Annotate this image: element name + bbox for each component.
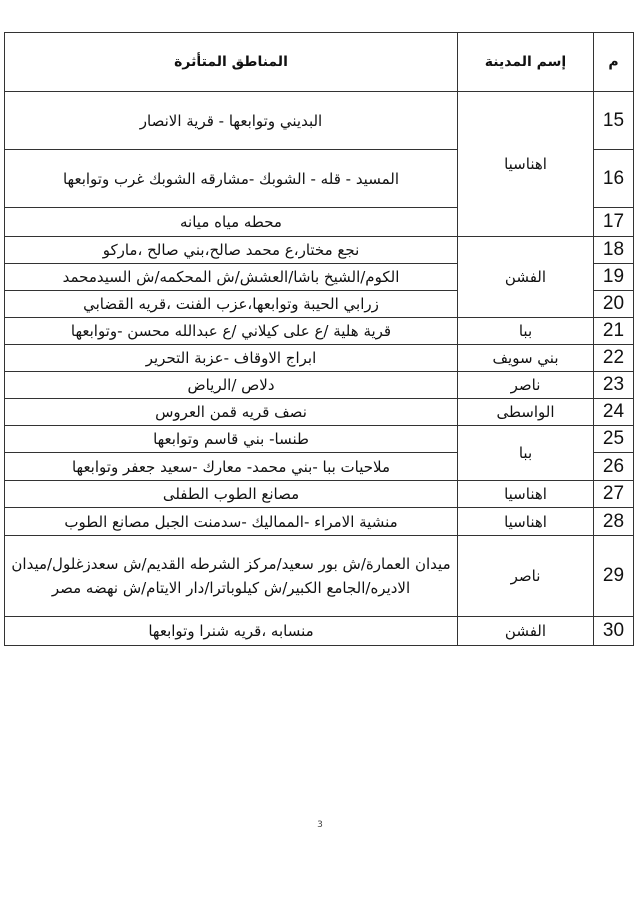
row-city: اهناسيا: [458, 508, 594, 536]
row-areas: منشية الامراء -المماليك -سدمنت الجبل مصانع الطوب: [5, 508, 458, 536]
row-number: 22: [594, 345, 634, 372]
table-row: [5, 617, 634, 646]
table-row: [5, 399, 634, 426]
row-areas: الكوم/الشيخ باشا/العشش/ش المحكمه/ش السيدمحمد: [5, 264, 458, 291]
row-number: 29: [594, 536, 634, 617]
row-number: 21: [594, 318, 634, 345]
table-row: [5, 92, 634, 150]
row-city: ببا: [458, 318, 594, 345]
table-row: [5, 481, 634, 508]
table-row: [5, 318, 634, 345]
row-number: 20: [594, 291, 634, 318]
affected-areas-table: [4, 32, 634, 646]
table-row: [5, 345, 634, 372]
row-number: 25: [594, 426, 634, 453]
row-number: 19: [594, 264, 634, 291]
row-areas: البديني وتوابعها - قرية الانصار: [5, 92, 458, 150]
row-number: 15: [594, 92, 634, 150]
table-header-row: [5, 33, 634, 92]
table-row: [5, 536, 634, 617]
row-number: 24: [594, 399, 634, 426]
row-number: 18: [594, 237, 634, 264]
row-areas: المسيد - قله - الشوبك -مشارقه الشوبك غرب وتوابعها: [5, 150, 458, 208]
row-areas: نجع مختار،ع محمد صالح،بني صالح ،ماركو: [5, 237, 458, 264]
table-row: [5, 508, 634, 536]
row-city: ناصر: [458, 372, 594, 399]
row-areas: ميدان العمارة/ش بور سعيد/مركز الشرطه القديم/ش سعدزغلول/ميدان الاديره/الجامع الكبير/ش كيلوباترا/دار الايتام/ش نهضه مصر: [5, 536, 458, 617]
row-number: 27: [594, 481, 634, 508]
header-affected-areas: المناطق المتأثرة: [5, 33, 458, 92]
row-number: 28: [594, 508, 634, 536]
row-city: اهناسيا: [458, 481, 594, 508]
row-areas: نصف قريه قمن العروس: [5, 399, 458, 426]
row-city: اهناسيا: [458, 92, 594, 237]
row-city: ناصر: [458, 536, 594, 617]
row-city: بني سويف: [458, 345, 594, 372]
row-areas: محطه مياه ميانه: [5, 208, 458, 237]
row-areas: زرابي الحيبة وتوابعها،عزب الفنت ،قريه القضابي: [5, 291, 458, 318]
row-city: الواسطى: [458, 399, 594, 426]
row-city: الفشن: [458, 617, 594, 646]
page-number: 3: [317, 820, 323, 830]
row-areas: مصانع الطوب الطفلى: [5, 481, 458, 508]
table-row: [5, 426, 634, 453]
row-number: 17: [594, 208, 634, 237]
row-areas: منسابه ،قريه شنرا وتوابعها: [5, 617, 458, 646]
header-city-name: إسم المدينة: [458, 33, 594, 92]
row-number: 30: [594, 617, 634, 646]
row-areas: ابراج الاوقاف -عزبة التحرير: [5, 345, 458, 372]
row-number: 16: [594, 150, 634, 208]
row-areas: قرية هلية /ع على كيلاني /ع عبدالله محسن -وتوابعها: [5, 318, 458, 345]
row-number: 23: [594, 372, 634, 399]
header-number: م: [594, 33, 634, 92]
row-number: 26: [594, 453, 634, 481]
row-city: ببا: [458, 426, 594, 481]
row-areas: ملاحيات ببا -بني محمد- معارك -سعيد جعفر وتوابعها: [5, 453, 458, 481]
row-city: الفشن: [458, 237, 594, 318]
table-row: [5, 372, 634, 399]
table-row: [5, 237, 634, 264]
row-areas: طنسا- بني قاسم وتوابعها: [5, 426, 458, 453]
row-areas: دلاص /الرياض: [5, 372, 458, 399]
